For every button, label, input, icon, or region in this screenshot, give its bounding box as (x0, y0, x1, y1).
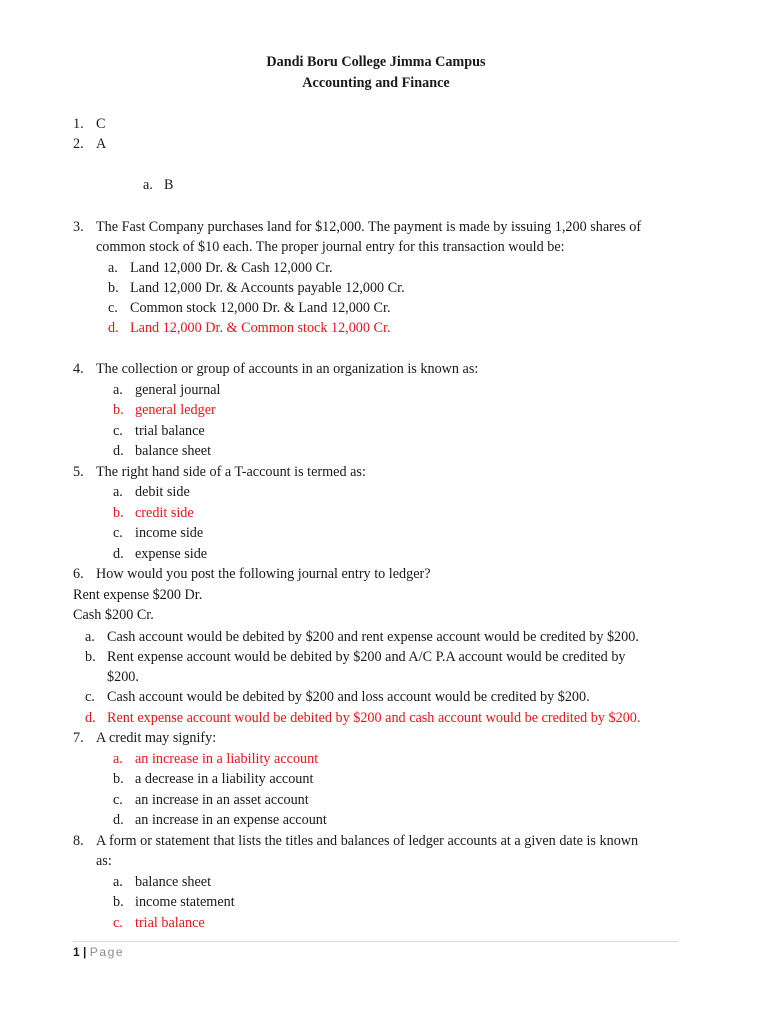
q4-option-letter: d. (113, 443, 124, 459)
q3-option-text: Land 12,000 Dr. & Accounts payable 12,000 Cr. (130, 280, 405, 296)
q6-journal-entry-debit: Rent expense $200 Dr. (73, 587, 203, 603)
q5-option-text-correct: credit side (135, 505, 194, 521)
page-label: Page (89, 945, 125, 959)
answer-sub-letter: a. (143, 177, 153, 193)
document-title: Dandi Boru College Jimma Campus (266, 54, 486, 70)
q7-option-text: an increase in an asset account (135, 792, 309, 808)
q6-journal-entry-credit: Cash $200 Cr. (73, 607, 154, 623)
q8-number: 8. (73, 833, 84, 849)
page-number: 1 (73, 945, 80, 959)
q5-option-letter: c. (113, 525, 123, 541)
q4-option-letter: c. (113, 423, 123, 439)
q3-option-letter: c. (108, 300, 118, 316)
q7-text: A credit may signify: (96, 730, 217, 746)
q6-option-text-continued: $200. (107, 669, 139, 685)
q6-option-letter: b. (85, 649, 96, 665)
q6-text: How would you post the following journal entry to ledger? (96, 566, 431, 582)
q4-option-text: trial balance (135, 423, 205, 439)
q6-number: 6. (73, 566, 84, 582)
q8-option-letter: b. (113, 894, 124, 910)
q4-option-text: general journal (135, 382, 221, 398)
q3-option-text: Land 12,000 Dr. & Cash 12,000 Cr. (130, 260, 333, 276)
q4-option-letter: a. (113, 382, 123, 398)
q5-option-letter: d. (113, 546, 124, 562)
footer-separator: | (83, 945, 87, 959)
q3-option-letter: a. (108, 260, 118, 276)
q6-option-text: Rent expense account would be debited by $200 and A/C P.A account would be credited by (107, 649, 626, 665)
q5-option-text: income side (135, 525, 204, 541)
q6-option-letter: c. (85, 689, 95, 705)
q6-option-letter: a. (85, 629, 95, 645)
q3-number: 3. (73, 219, 84, 235)
q8-option-text-correct: trial balance (135, 915, 205, 931)
q4-option-text: balance sheet (135, 443, 212, 459)
answer-1-number: 1. (73, 116, 84, 132)
q6-option-text: Cash account would be debited by $200 and loss account would be credited by $200. (107, 689, 590, 705)
q4-number: 4. (73, 361, 84, 377)
q3-option-text-correct: Land 12,000 Dr. & Common stock 12,000 Cr. (130, 320, 391, 336)
q7-option-letter: d. (113, 812, 124, 828)
footer-divider (73, 941, 678, 942)
q7-option-text: an increase in an expense account (135, 812, 327, 828)
answer-1-text: C (96, 116, 106, 132)
q8-text-line2: as: (96, 853, 112, 869)
answer-2-number: 2. (73, 136, 84, 152)
q6-option-text-correct: Rent expense account would be debited by $200 and cash account would be credited by $200. (107, 710, 641, 726)
q7-number: 7. (73, 730, 84, 746)
q8-option-letter: a. (113, 874, 123, 890)
q5-number: 5. (73, 464, 84, 480)
answer-sub-text: B (164, 177, 174, 193)
q5-option-letter-correct: b. (113, 505, 124, 521)
q3-option-text: Common stock 12,000 Dr. & Land 12,000 Cr. (130, 300, 391, 316)
q7-option-text: a decrease in a liability account (135, 771, 314, 787)
q4-option-text-correct: general ledger (135, 402, 216, 418)
q4-text: The collection or group of accounts in an organization is known as: (96, 361, 479, 377)
q5-option-letter: a. (113, 484, 123, 500)
q5-option-text: debit side (135, 484, 190, 500)
q7-option-letter: c. (113, 792, 123, 808)
answer-2-text: A (96, 136, 107, 152)
q5-option-text: expense side (135, 546, 208, 562)
q7-option-letter-correct: a. (113, 751, 123, 767)
q3-text-line1: The Fast Company purchases land for $12,000. The payment is made by issuing 1,200 shares of (96, 219, 642, 235)
q7-option-letter: b. (113, 771, 124, 787)
q8-option-text: income statement (135, 894, 235, 910)
q6-option-text: Cash account would be debited by $200 and rent expense account would be credited by $200. (107, 629, 639, 645)
q6-option-letter-correct: d. (85, 710, 96, 726)
q3-option-letter-correct: d. (108, 320, 119, 336)
q5-text: The right hand side of a T-account is termed as: (96, 464, 366, 480)
q8-option-text: balance sheet (135, 874, 212, 890)
q3-option-letter: b. (108, 280, 119, 296)
q7-option-text-correct: an increase in a liability account (135, 751, 319, 767)
q4-option-letter-correct: b. (113, 402, 124, 418)
q8-text-line1: A form or statement that lists the titles and balances of ledger accounts at a given date is known (96, 833, 639, 849)
page-footer (73, 944, 124, 960)
q8-option-letter-correct: c. (113, 915, 123, 931)
document-subtitle: Accounting and Finance (302, 75, 450, 91)
q3-text-line2: common stock of $10 each. The proper journal entry for this transaction would be: (96, 239, 565, 255)
